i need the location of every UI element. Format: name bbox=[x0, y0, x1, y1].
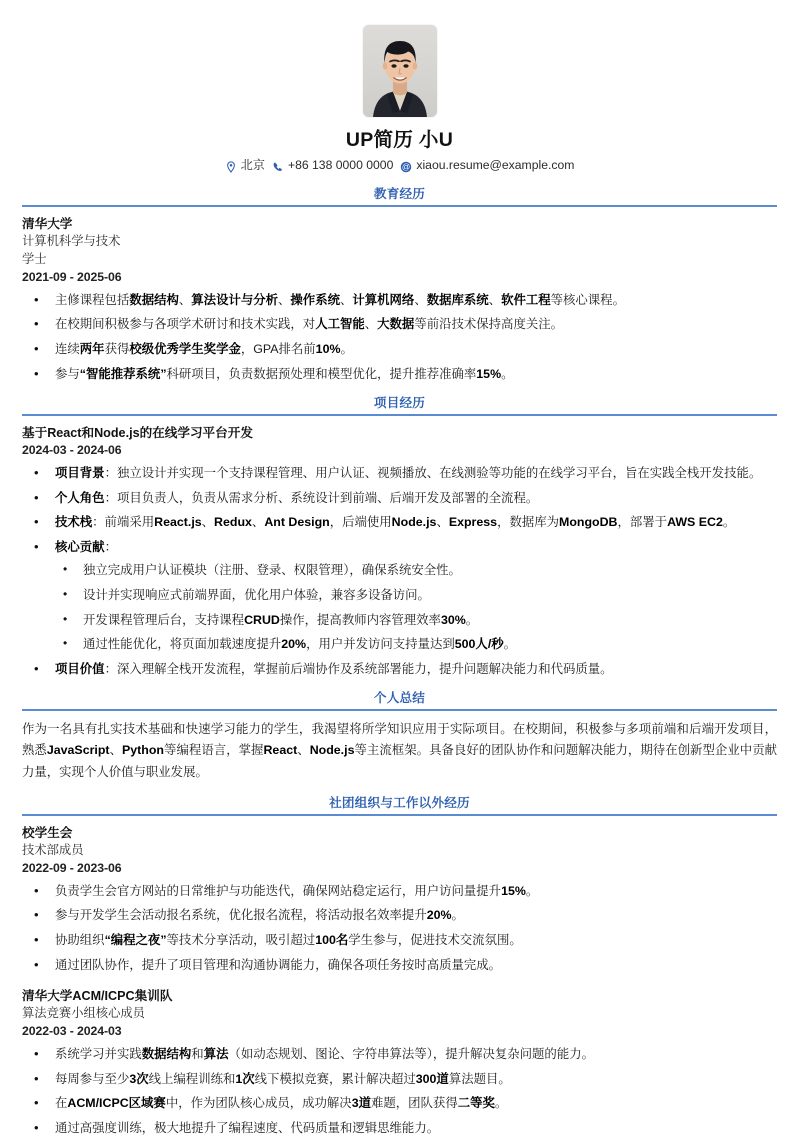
bullet-list bbox=[22, 1046, 777, 1137]
entry-date: 2021-09 - 2025-06 bbox=[22, 269, 122, 284]
nested-bullet-list bbox=[55, 562, 777, 653]
bullet-list bbox=[22, 292, 777, 383]
list-item: • 负责学生会官方网站的日常维护与功能迭代，确保网站稳定运行，用户访问量提升15%。 bbox=[22, 883, 777, 901]
list-item: • 个人角色：项目负责人，负责从需求分析、系统设计到前端、后端开发及部署的全流程。 bbox=[22, 490, 777, 508]
section-title-summary: 个人总结 bbox=[373, 691, 426, 706]
list-item: • 项目背景：独立设计并实现一个支持课程管理、用户认证、视频播放、在线测验等功能的在线学习平台，旨在实践全栈开发技能。 bbox=[22, 465, 777, 483]
section-projects bbox=[22, 396, 777, 678]
list-item: • 连续两年获得校级优秀学生奖学金，GPA排名前10%。 bbox=[22, 341, 777, 359]
svg-text:@: @ bbox=[402, 162, 411, 172]
bullet-list bbox=[22, 465, 777, 678]
section-divider bbox=[22, 709, 777, 711]
list-item: • 通过团队协作，提升了项目管理和沟通协调能力，确保各项任务按时高质量完成。 bbox=[22, 957, 777, 975]
list-item: • 项目价值：深入理解全栈开发流程，掌握前后端协作及系统部署能力，提升问题解决能力和代码质量。 bbox=[22, 661, 777, 679]
section-title-activities: 社团组织与工作以外经历 bbox=[329, 796, 470, 811]
email-at-icon bbox=[400, 161, 412, 173]
entry bbox=[22, 424, 777, 679]
section-divider bbox=[22, 205, 777, 207]
contact-location-text: 北京 bbox=[240, 158, 265, 173]
nested-list-item: • 通过性能优化，将页面加载速度提升20%，用户并发访问支持量达到500人/秒。 bbox=[55, 636, 777, 654]
list-item: • 参与“智能推荐系统”科研项目，负责数据预处理和模型优化，提升推荐准确率15%。 bbox=[22, 366, 777, 384]
list-item: • 协助组织“编程之夜”等技术分享活动，吸引超过100名学生参与，促进技术交流氛围。 bbox=[22, 932, 777, 950]
contact-location bbox=[225, 158, 265, 174]
section-summary bbox=[22, 691, 777, 783]
list-item: • 主修课程包括数据结构、算法设计与分析、操作系统、计算机网络、数据库系统、软件工程等核心课程。 bbox=[22, 292, 777, 310]
contact-email-text: xiaou.resume@example.com bbox=[416, 158, 575, 173]
phone-icon bbox=[272, 161, 284, 173]
section-divider bbox=[22, 414, 777, 416]
list-item: • 在校期间积极参与各项学术研讨和技术实践，对人工智能、大数据等前沿技术保持高度关注。 bbox=[22, 316, 777, 334]
entry-title: 校学生会 bbox=[22, 825, 73, 840]
list-item: • 在ACM/ICPC区域赛中，作为团队核心成员，成功解决3道难题，团队获得二等奖。 bbox=[22, 1095, 777, 1113]
contact-phone-text: +86 138 0000 0000 bbox=[287, 158, 394, 173]
sections-container bbox=[22, 187, 777, 1137]
resume-header bbox=[22, 25, 777, 174]
entry-title: 清华大学 bbox=[22, 216, 73, 231]
entry-date: 2024-03 - 2024-06 bbox=[22, 443, 122, 458]
nested-list-item: • 独立完成用户认证模块（注册、登录、权限管理），确保系统安全性。 bbox=[55, 562, 777, 580]
list-item: • 每周参与至少3次线上编程训练和1次线下模拟竞赛，累计解决超过300道算法题目。 bbox=[22, 1071, 777, 1089]
list-item: • 参与开发学生会活动报名系统，优化报名流程，将活动报名效率提升20%。 bbox=[22, 907, 777, 925]
entry-title: 基于React和Node.js的在线学习平台开发 bbox=[22, 425, 253, 440]
location-pin-icon bbox=[225, 161, 237, 173]
section-divider bbox=[22, 814, 777, 816]
entry-date: 2022-09 - 2023-06 bbox=[22, 860, 122, 875]
section-title-projects: 项目经历 bbox=[373, 396, 426, 411]
entry-date: 2022-03 - 2024-03 bbox=[22, 1024, 122, 1039]
entry-subtitle: 技术部成员 bbox=[22, 843, 84, 858]
nested-list-item: • 开发课程管理后台，支持课程CRUD操作，提高教师内容管理效率30%。 bbox=[55, 612, 777, 630]
entry-subtitle: 算法竞赛小组核心成员 bbox=[22, 1006, 145, 1021]
nested-list-item: • 设计并实现响应式前端界面，优化用户体验，兼容多设备访问。 bbox=[55, 587, 777, 605]
section-activities bbox=[22, 796, 777, 1137]
entry bbox=[22, 987, 777, 1137]
avatar bbox=[363, 25, 437, 117]
section-education bbox=[22, 187, 777, 383]
contact-email bbox=[400, 158, 574, 174]
list-item: • 通过高强度训练，极大地提升了编程速度、代码质量和逻辑思维能力。 bbox=[22, 1120, 777, 1137]
page-title: UP简历 小U bbox=[345, 129, 454, 151]
list-item-group: • 核心贡献： • 独立完成用户认证模块（注册、登录、权限管理），确保系统安全性。 • 设计并实现响应式前端界面，优化用户体验，兼容多设备访问。 • 开发课程管理后台，支持课程CRUD操作，提高教师内容管理效率30%。 • 通过性能优化，将页面加载速度提升20%，用户并发访问支持量达到500人/秒。 bbox=[22, 539, 777, 654]
entry bbox=[22, 215, 777, 383]
contact-phone bbox=[272, 158, 393, 174]
contact-row bbox=[22, 158, 777, 174]
entry-subtitle: 计算机科学与技术 bbox=[22, 234, 121, 249]
entry-title: 清华大学ACM/ICPC集训队 bbox=[22, 989, 173, 1004]
profile-photo-icon bbox=[363, 25, 437, 117]
entry-degree: 学士 bbox=[22, 252, 47, 267]
entry bbox=[22, 824, 777, 974]
list-item: • 技术栈：前端采用React.js、Redux、Ant Design，后端使用Node.js、Express，数据库为MongoDB，部署于AWS EC2。 bbox=[22, 514, 777, 532]
list-item: • 系统学习并实践数据结构和算法（如动态规划、图论、字符串算法等），提升解决复杂问题的能力。 bbox=[22, 1046, 777, 1064]
summary-paragraph: 作为一名具有扎实技术基础和快速学习能力的学生，我渴望将所学知识应用于实际项目。在校期间，积极参与多项前端和后端开发项目，熟悉JavaScript、Python等编程语言，掌握React、Node.js等主流框架。具备良好的团队协作和问题解决能力，期待在创新型企业中贡献力量，实现个人价值与职业发展。 bbox=[22, 722, 778, 779]
bullet-list bbox=[22, 883, 777, 974]
section-title-education: 教育经历 bbox=[373, 187, 426, 202]
